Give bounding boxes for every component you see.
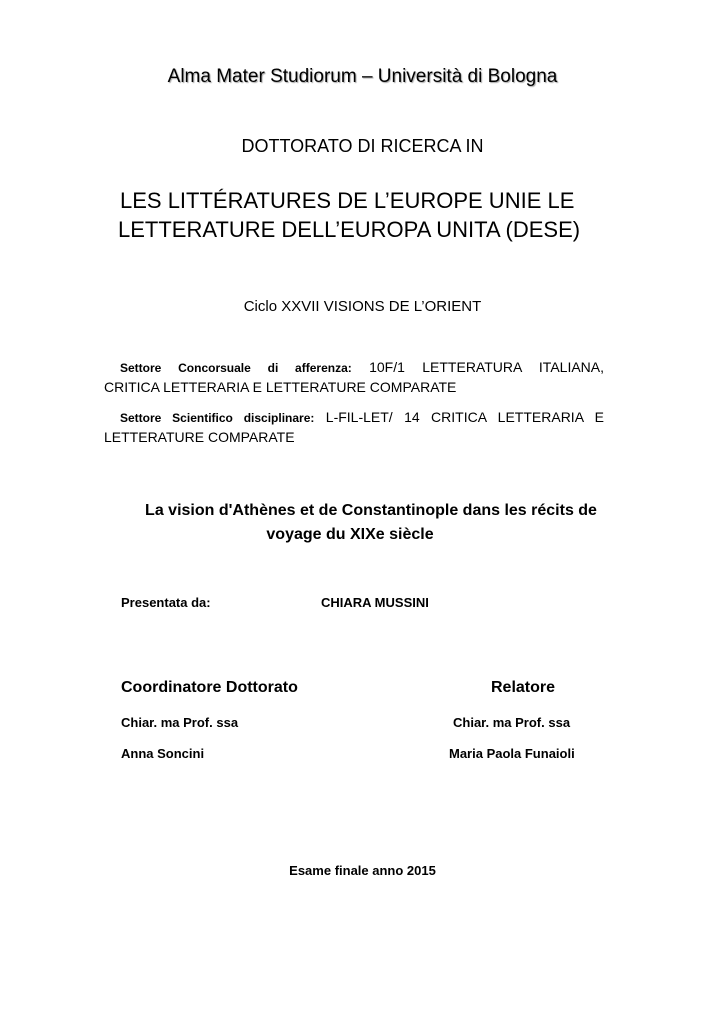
final-exam-year: Esame finale anno 2015 — [289, 863, 436, 878]
program-title-line1: LES LITTÉRATURES DE L’EUROPE UNIE LE — [120, 188, 575, 213]
supervisor-heading: Relatore — [491, 679, 556, 696]
supervisor-name: Maria Paola Funaioli — [449, 746, 575, 761]
cycle-line: Ciclo XXVII VISIONS DE L’ORIENT — [243, 298, 482, 315]
university-name: Alma Mater Studiorum – Università di Bologna — [167, 66, 558, 87]
settore-concorsuale — [104, 358, 604, 397]
doctorate-label: DOTTORATO DI RICERCA IN — [241, 136, 484, 156]
settore-scientifico-value-1: L-FIL-LET/ 14 CRITICA LETTERARIA E — [325, 409, 604, 425]
coordinator-name: Anna Soncini — [121, 746, 205, 761]
thesis-title-line2: voyage du XIXe siècle — [266, 526, 434, 543]
program-title-line2: LETTERATURE DELL’EUROPA UNITA (DESE) — [118, 217, 581, 242]
coordinator-role: Chiar. ma Prof. ssa — [121, 715, 239, 730]
presented-by-label: Presentata da: — [121, 595, 211, 610]
settore-scientifico-label: Settore Scientifico disciplinare: — [120, 411, 315, 425]
thesis-title — [104, 499, 604, 547]
settore-concorsuale-label: Settore Concorsuale di afferenza: — [120, 361, 352, 375]
supervisor-role: Chiar. ma Prof. ssa — [453, 715, 571, 730]
settore-concorsuale-first-line — [104, 358, 604, 378]
candidate-name: CHIARA MUSSINI — [321, 595, 429, 610]
settore-concorsuale-value-1: 10F/1 LETTERATURA ITALIANA, — [369, 359, 605, 375]
coordinator-heading: Coordinatore Dottorato — [121, 679, 298, 696]
settore-concorsuale-value-2: CRITICA LETTERARIA E LETTERATURE COMPARATE — [104, 379, 457, 395]
settore-scientifico — [104, 408, 604, 447]
settore-scientifico-value-2: LETTERATURE COMPARATE — [104, 429, 295, 445]
settore-scientifico-first-line — [104, 408, 604, 428]
program-title — [118, 186, 638, 244]
thesis-title-line1: La vision d'Athènes et de Constantinople dans les récits de — [145, 502, 597, 519]
